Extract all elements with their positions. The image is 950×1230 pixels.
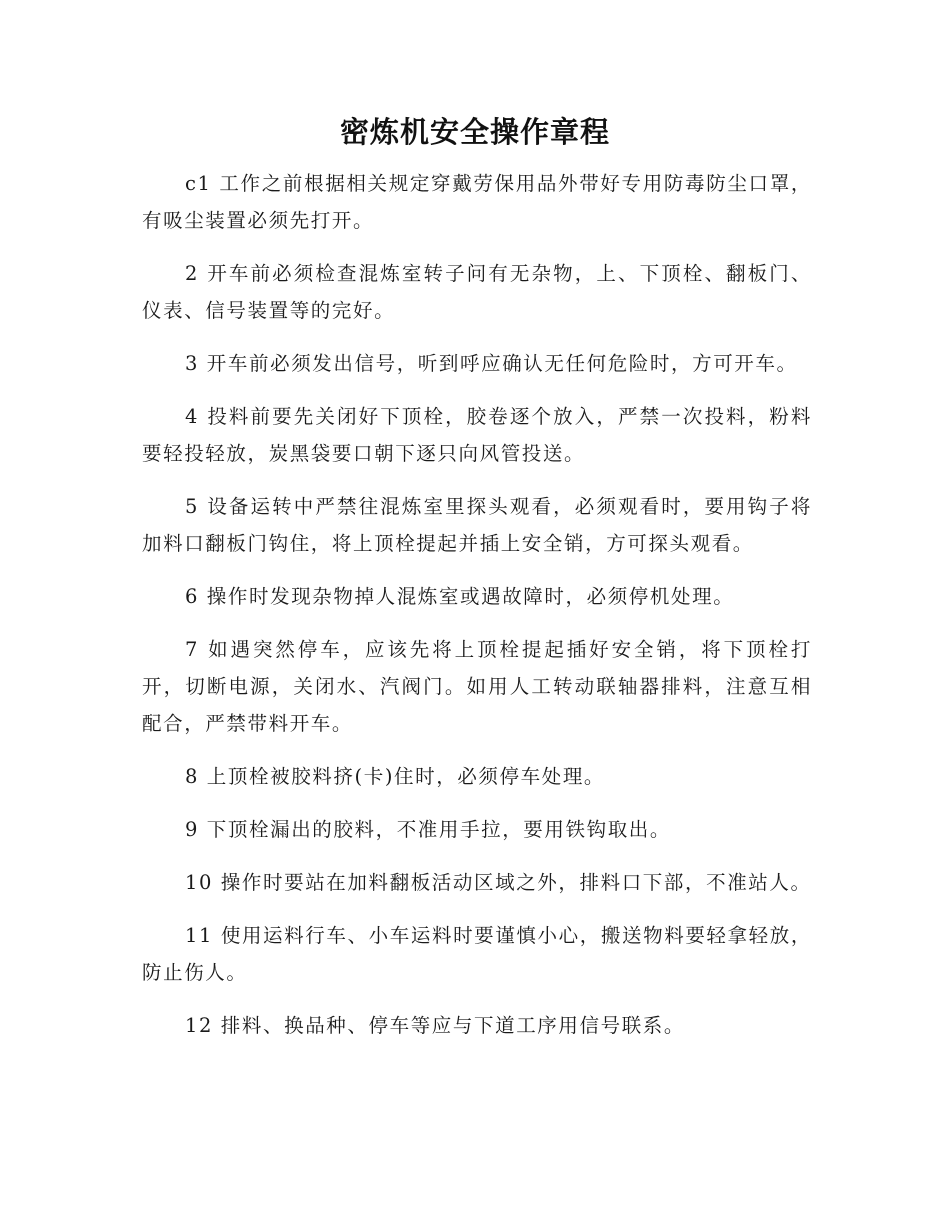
- document-body: [142, 165, 812, 1060]
- paragraph-9: 9 下顶栓漏出的胶料，不准用手拉，要用铁钩取出。: [185, 818, 672, 841]
- paragraph-5: 5 设备运转中严禁往混炼室里探头观看，必须观看时，要用钩子将加料口翻板门钩住，将上顶栓提起并插上安全销，方可探头观看。: [142, 495, 812, 555]
- paragraph-6: 6 操作时发现杂物掉人混炼室或遇故障时，必须停机处理。: [185, 585, 735, 608]
- paragraph-12: 12 排料、换品种、停车等应与下道工序用信号联系。: [185, 1014, 686, 1037]
- paragraph-3: 3 开车前必须发出信号，听到呼应确认无任何危险时，方可开车。: [185, 352, 798, 375]
- document-title: 密炼机安全操作章程: [339, 115, 610, 149]
- paragraph-7: 7 如遇突然停车，应该先将上顶栓提起插好安全销，将下顶栓打开，切断电源，关闭水、汽阀门。如用人工转动联轴器排料，注意互相配合，严禁带料开车。: [142, 638, 812, 735]
- paragraph-10: 10 操作时要站在加料翻板活动区域之外，排料口下部，不准站人。: [185, 871, 812, 894]
- paragraph-2: 2 开车前必须检查混炼室转子问有无杂物，上、下顶栓、翻板门、仪表、信号装置等的完好。: [142, 262, 812, 322]
- paragraph-8: 8 上顶栓被胶料挤(卡)住时，必须停车处理。: [185, 765, 606, 788]
- paragraph-11: 11 使用运料行车、小车运料时要谨慎小心，搬送物料要轻拿轻放，防止伤人。: [142, 924, 812, 984]
- paragraph-4: 4 投料前要先关闭好下顶栓，胶卷逐个放入，严禁一次投料，粉料要轻投轻放，炭黑袋要口朝下逐只向风管投送。: [142, 405, 812, 465]
- paragraph-1: c1 工作之前根据相关规定穿戴劳保用品外带好专用防毒防尘口罩，有吸尘装置必须先打开。: [142, 172, 812, 232]
